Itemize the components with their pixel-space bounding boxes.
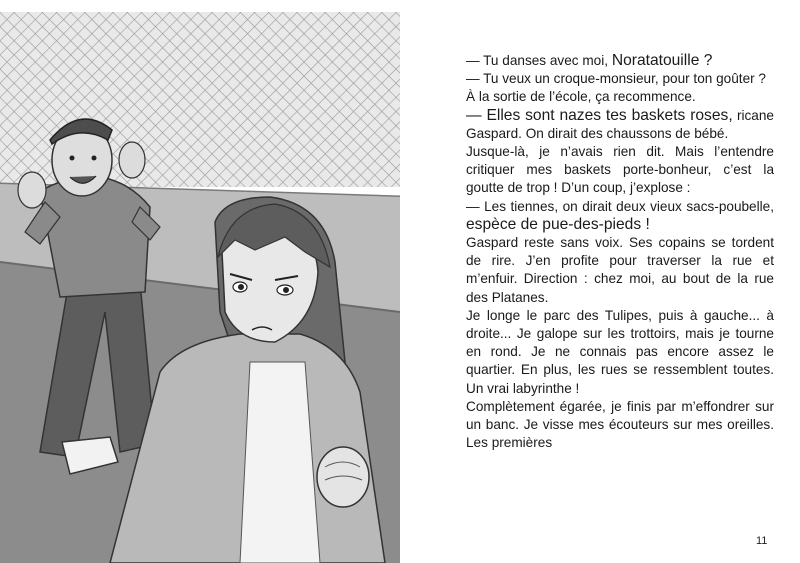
paragraph: Gaspard reste sans voix. Ses copains se tordent de rire. J’en profite pour traverser la rue et m’enfuir. Direction : chez moi, au bout de la rue des Platanes. bbox=[466, 235, 774, 305]
text-column bbox=[466, 52, 774, 452]
text-span: — Les tiennes, on dirait deux vieux sacs-poubelle, bbox=[466, 198, 774, 214]
paragraph: Jusque-là, je n’avais rien dit. Mais l’entendre critiquer mes baskets porte-bonheur, c’est la goutte de trop ! D’un coup, j’explose : bbox=[466, 144, 774, 196]
paragraph: Complètement égarée, je finis par m’effondrer sur un banc. Je visse mes écouteurs sur mes oreilles. Les premières bbox=[466, 398, 774, 451]
text-span-large: espèce de pue-des-pieds ! bbox=[466, 215, 650, 233]
text-span-large: Noratatouille ? bbox=[611, 52, 713, 69]
text-span: ricane Gaspard. On dirait des chaussons de bébé. bbox=[466, 107, 774, 141]
paragraph bbox=[466, 198, 774, 234]
page-number: 11 bbox=[756, 535, 768, 547]
text-span: — Tu danses avec moi, bbox=[466, 53, 612, 68]
paragraph bbox=[466, 52, 774, 70]
illustration-boy-mocking-girl bbox=[0, 12, 400, 563]
paragraph: À la sortie de l’école, ça recommence. bbox=[466, 89, 696, 105]
paragraph bbox=[466, 107, 774, 143]
paragraph: — Tu veux un croque-monsieur, pour ton goûter ? bbox=[466, 71, 766, 87]
paragraph: Je longe le parc des Tulipes, puis à gauche... à droite... Je galope sur les trottoirs, mais je tourne en rond. Je ne connais pas encore assez le quartier. En plus, les rues se ressemblent toutes. Un vrai labyrinthe ! bbox=[466, 307, 774, 396]
text-span-large: — Elles sont nazes tes baskets roses, bbox=[466, 106, 733, 124]
